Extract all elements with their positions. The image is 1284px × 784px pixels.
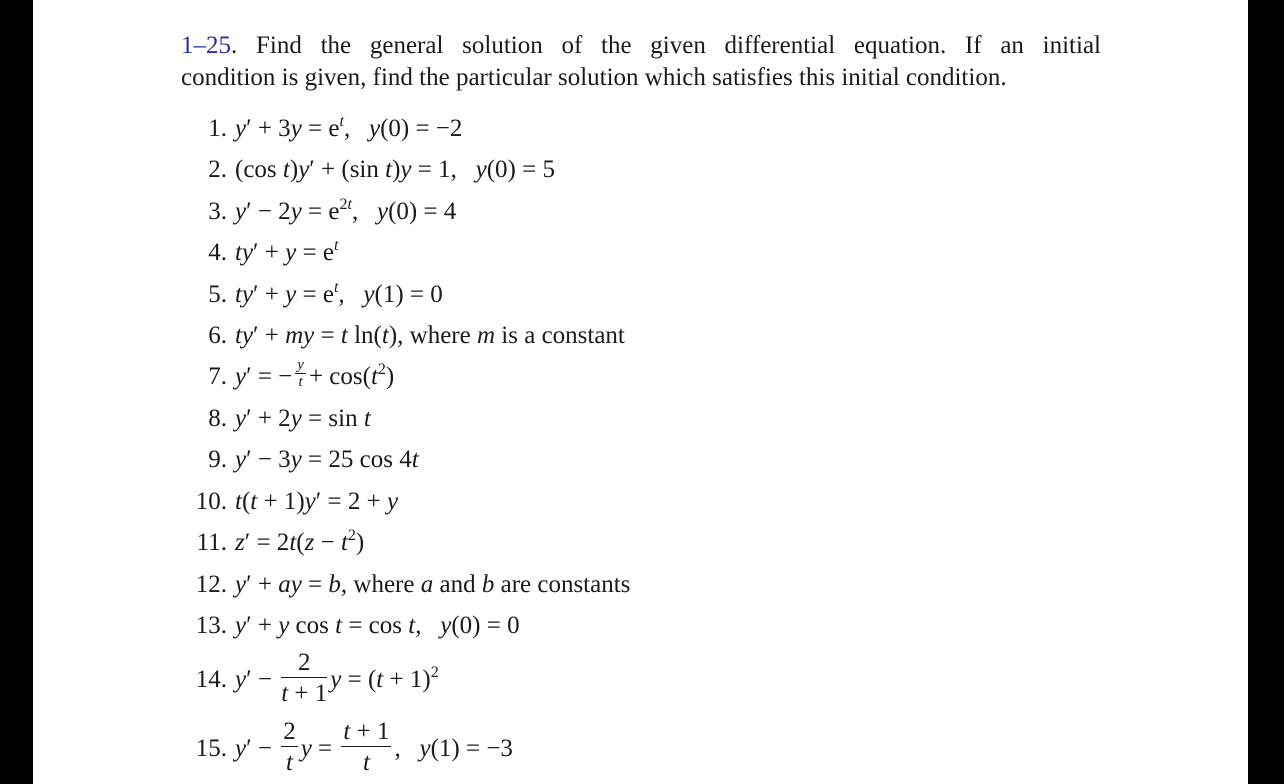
equation: y′ = − $\frac{y}{t}$ + $\cos(t^2)$ — [235, 357, 395, 391]
equation: y′ + y cos t = cos t, y(0) = 0 — [235, 612, 520, 639]
problem-14 — [181, 650, 439, 710]
problem-number: 5. — [208, 281, 227, 308]
equation: $y' - 2y = e^{2t}$, y(0) = 4 — [235, 196, 457, 225]
equation: t(t + 1)y′ = 2 + y — [235, 488, 399, 515]
equation: $ty' + y = e^t$, y(1) = 0 — [235, 279, 443, 308]
problem-number: 2. — [208, 156, 227, 183]
problem-range-link[interactable]: 1–25 — [181, 32, 231, 59]
problem-9 — [181, 445, 419, 475]
problem-12 — [181, 570, 630, 600]
problem-10 — [181, 487, 398, 517]
problem-set-instructions — [181, 30, 1101, 94]
problem-number: 4. — [208, 239, 227, 266]
equation: (cos t)y′ + (sin t)y = 1, y(0) = 5 — [235, 156, 555, 183]
equation: y′ − $\frac{2}{t}$ y = $\frac{t + 1}{t}$ , y(1) = −3 — [235, 718, 513, 777]
problem-number: 6. — [208, 322, 227, 349]
problem-4 — [181, 238, 338, 268]
problem-number: 3. — [208, 198, 227, 225]
equation: ty′ + my = t ln(t), where m is a constant — [235, 322, 625, 349]
problem-number: 15. — [195, 735, 227, 762]
instructions-line-1: 1–25. Find the general solution of the given differential equation. If an initial — [181, 32, 1101, 59]
problem-7 — [181, 357, 395, 394]
problem-number: 13. — [195, 612, 227, 639]
textbook-page — [33, 0, 1248, 784]
equation: y′ + 2y = sin t — [235, 405, 371, 432]
problem-13 — [181, 611, 520, 641]
problem-5 — [181, 280, 443, 310]
problem-number: 8. — [208, 405, 227, 432]
problem-15 — [181, 718, 513, 780]
equation: y′ − $\frac{2}{t + 1}$ $y = (t + 1)^2$ — [235, 649, 439, 708]
problem-2 — [181, 155, 555, 185]
problem-8 — [181, 404, 371, 434]
equation: $z' = 2t(z - t^2)$ — [235, 527, 365, 556]
problem-number: 9. — [208, 446, 227, 473]
problem-number: 7. — [208, 363, 227, 390]
equation: y′ + ay = b, where a and b are constants — [235, 571, 631, 598]
equation: $y' + 3y = e^t$, y(0) = −2 — [235, 113, 463, 142]
problem-number: 11. — [196, 529, 227, 556]
problem-11 — [181, 528, 364, 558]
problem-1 — [181, 114, 462, 144]
problem-number: 14. — [195, 666, 227, 693]
problem-3 — [181, 197, 456, 227]
problem-number: 12. — [195, 571, 227, 598]
equation: $ty' + y = e^t$ — [235, 237, 339, 266]
instructions-line-2: condition is given, find the particular solution which satisfies this initial condition. — [181, 64, 1007, 91]
equation: y′ − 3y = 25 cos 4t — [235, 446, 419, 473]
problem-number: 1. — [208, 115, 227, 142]
problem-6 — [181, 321, 625, 351]
problem-number: 10. — [195, 488, 227, 515]
